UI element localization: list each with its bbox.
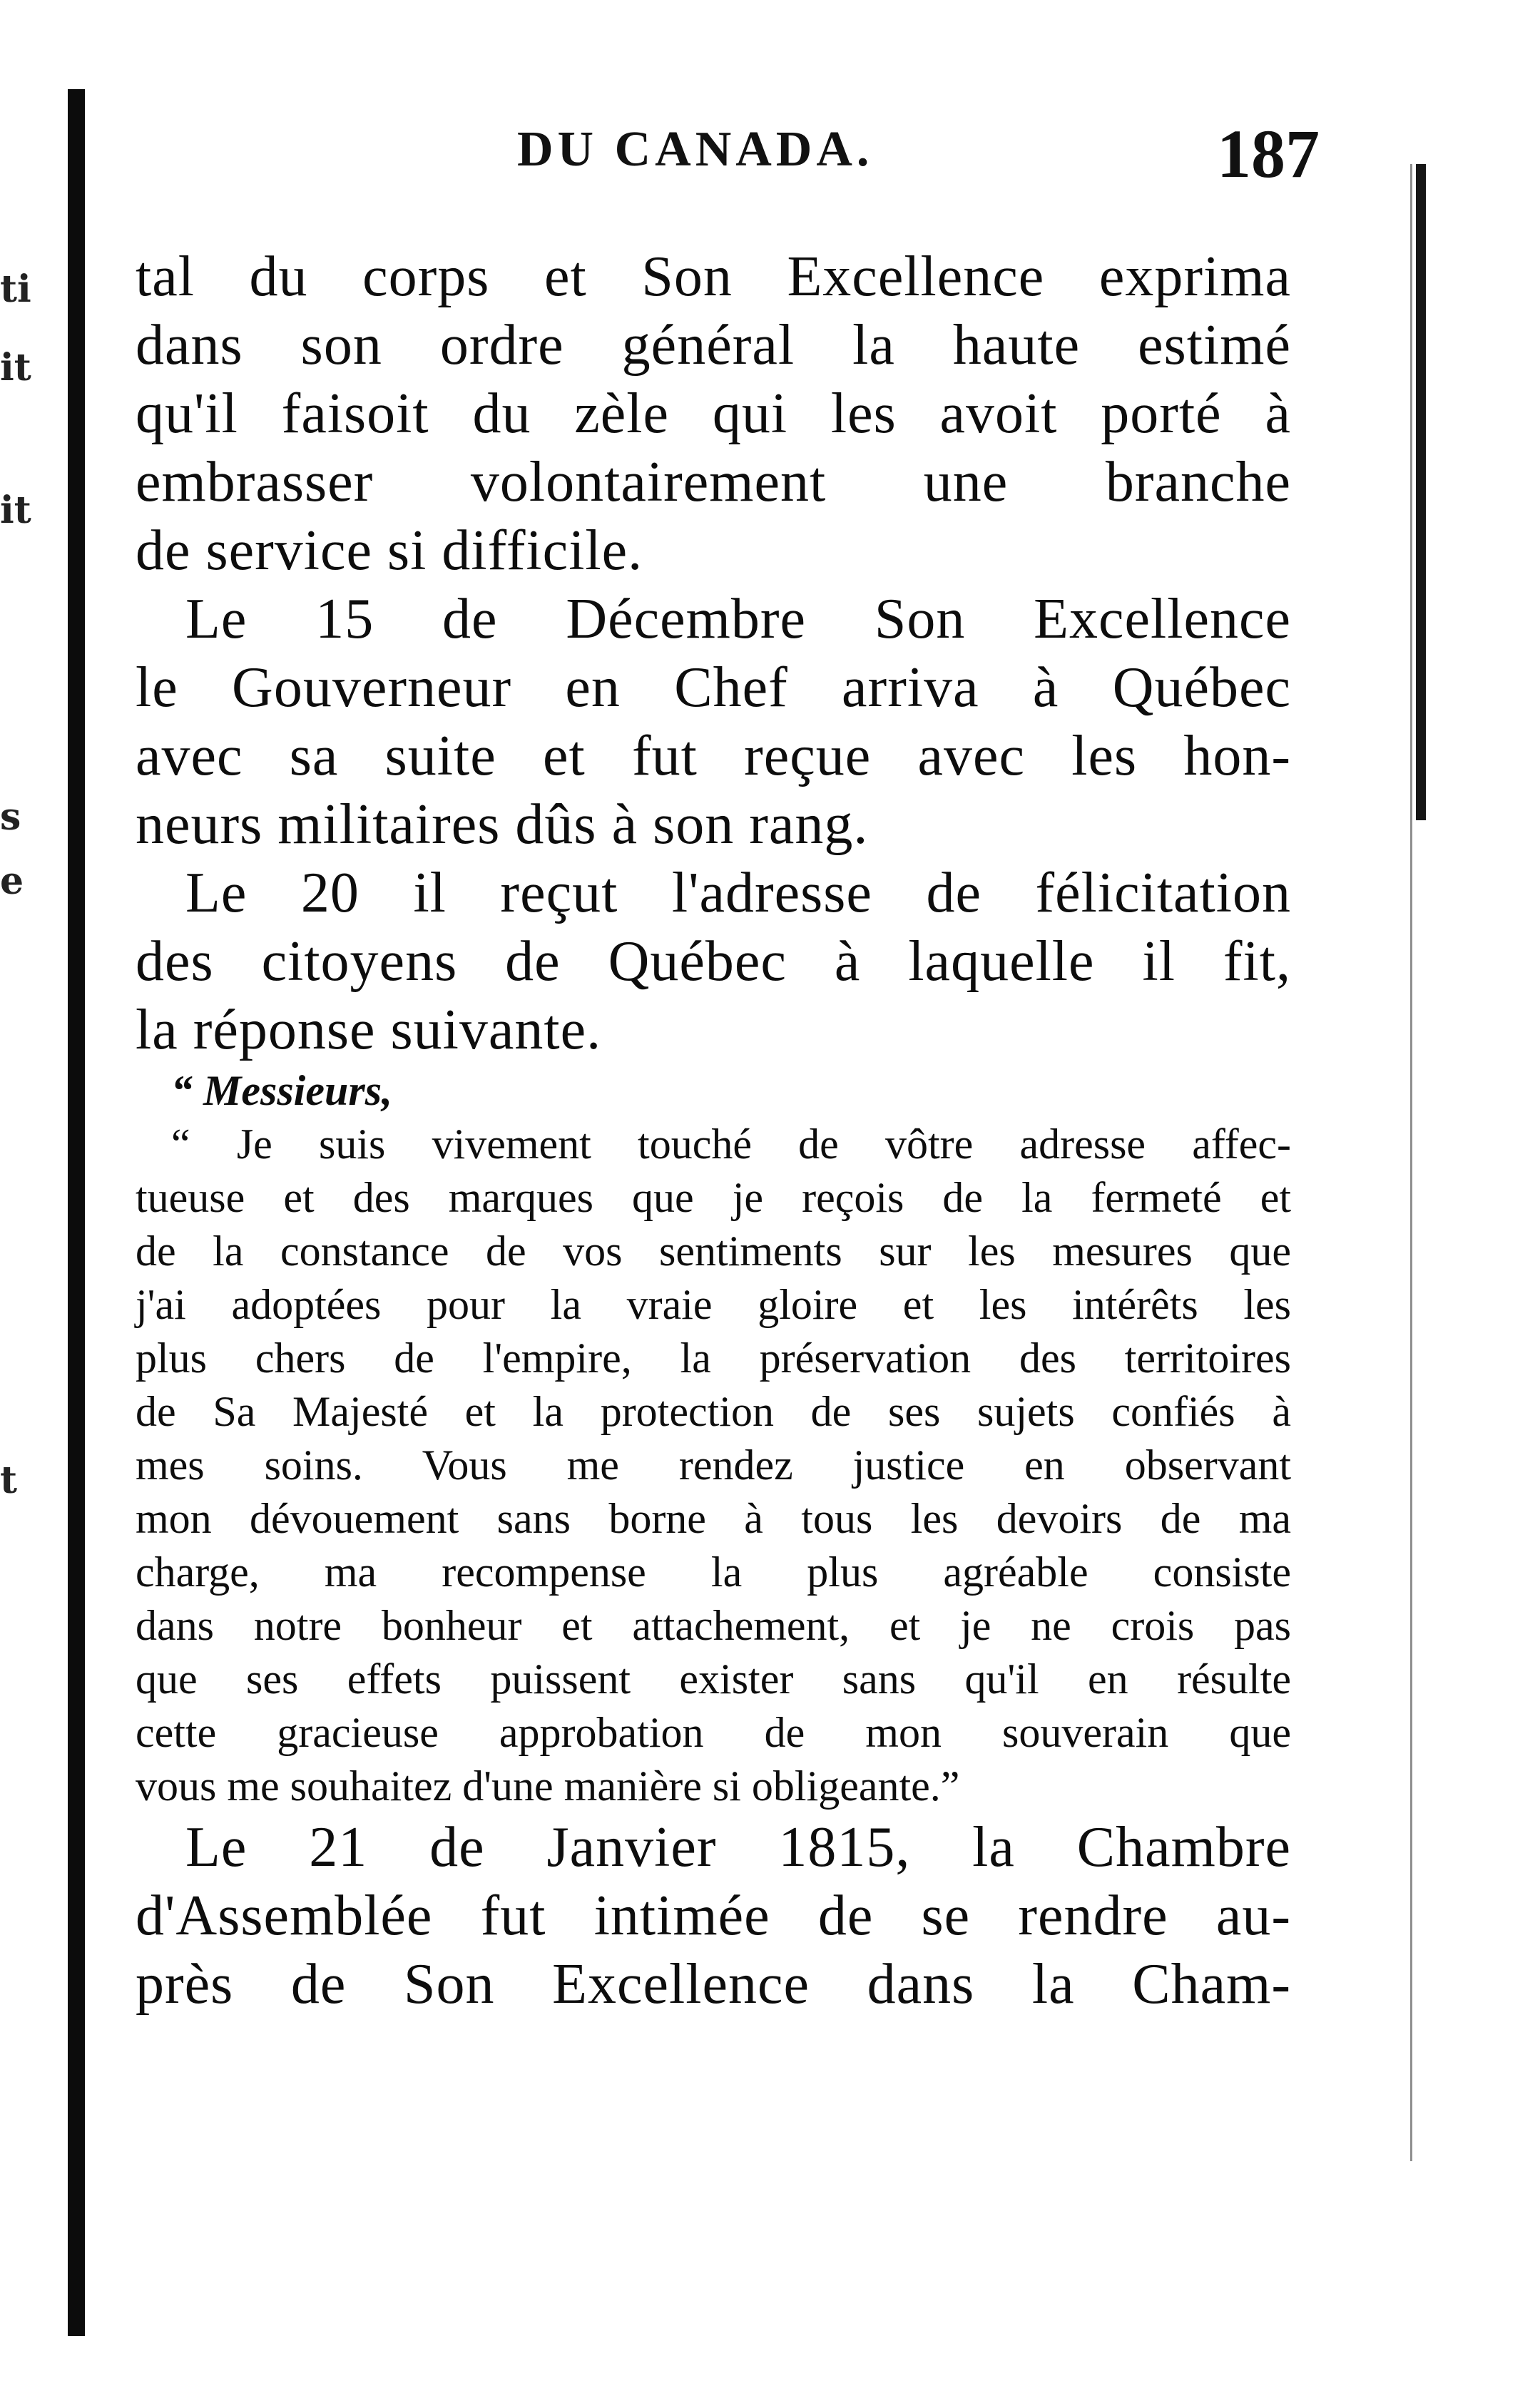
page-header — [143, 114, 1355, 193]
text-line: que ses effets puissent exister sans qu'il en résulte — [136, 1655, 1291, 1703]
scan-gutter-shadow-right — [1416, 164, 1426, 820]
text-line: dans notre bonheur et attachement, et je ne crois pas — [136, 1602, 1291, 1649]
text-line: d'Assemblée fut intimée de se rendre au- — [136, 1884, 1291, 1947]
text-line: Le 21 de Janvier 1815, la Chambre — [185, 1816, 1291, 1879]
text-line: près de Son Excellence dans la Cham- — [136, 1953, 1291, 2016]
bleed-mark: ti — [0, 267, 31, 311]
text-line: la réponse suivante. — [136, 999, 602, 1061]
text-line: vous me souhaitez d'une manière si obligeante.” — [136, 1762, 960, 1810]
text-line: Le 20 il reçut l'adresse de félicitation — [185, 862, 1291, 924]
text-line: le Gouverneur en Chef arriva à Québec — [136, 656, 1291, 719]
text-line: tueuse et des marques que je reçois de la fermeté et — [136, 1174, 1291, 1221]
text-line: plus chers de l'empire, la préservation des territoires — [136, 1335, 1291, 1382]
page-number: 187 — [1217, 116, 1320, 192]
bleed-mark: s — [0, 795, 21, 839]
text-line: avec sa suite et fut reçue avec les hon- — [136, 725, 1291, 787]
text-line: cette gracieuse approbation de mon souverain que — [136, 1709, 1291, 1756]
text-line: Le 15 de Décembre Son Excellence — [185, 588, 1291, 650]
text-line: de la constance de vos sentiments sur les mesures que — [136, 1228, 1291, 1275]
text-line: neurs militaires dûs à son rang. — [136, 793, 869, 856]
text-line: j'ai adoptées pour la vraie gloire et les intérêts les — [136, 1281, 1291, 1328]
text-line: de Sa Majesté et la protection de ses sujets confiés à — [136, 1388, 1291, 1435]
bleed-mark: it — [0, 346, 31, 389]
text-line: mon dévouement sans borne à tous les devoirs de ma — [136, 1495, 1291, 1542]
text-line: mes soins. Vous me rendez justice en observant — [136, 1442, 1291, 1489]
text-line: “ Messieurs, — [171, 1067, 393, 1114]
text-line: de service si difficile. — [136, 519, 643, 582]
text-line: embrasser volontairement une branche — [136, 451, 1291, 514]
text-line: des citoyens de Québec à laquelle il fit, — [136, 930, 1291, 993]
bleed-mark: t — [0, 1459, 18, 1502]
bleed-mark: it — [0, 489, 31, 532]
scan-gutter-shadow-left — [68, 89, 85, 2336]
text-line: tal du corps et Son Excellence exprima — [136, 245, 1291, 308]
body-text — [136, 243, 1291, 2019]
text-line: charge, ma recompense la plus agréable consiste — [136, 1548, 1291, 1596]
text-line: dans son ordre général la haute estimé — [136, 314, 1291, 377]
text-line: “ Je suis vivement touché de vôtre adresse affec- — [171, 1121, 1291, 1168]
text-line: qu'il faisoit du zèle qui les avoit porté à — [136, 382, 1291, 445]
running-head: DU CANADA. — [517, 122, 874, 177]
scan-gutter-line-right — [1410, 164, 1412, 2161]
bleed-mark: e — [0, 859, 24, 903]
